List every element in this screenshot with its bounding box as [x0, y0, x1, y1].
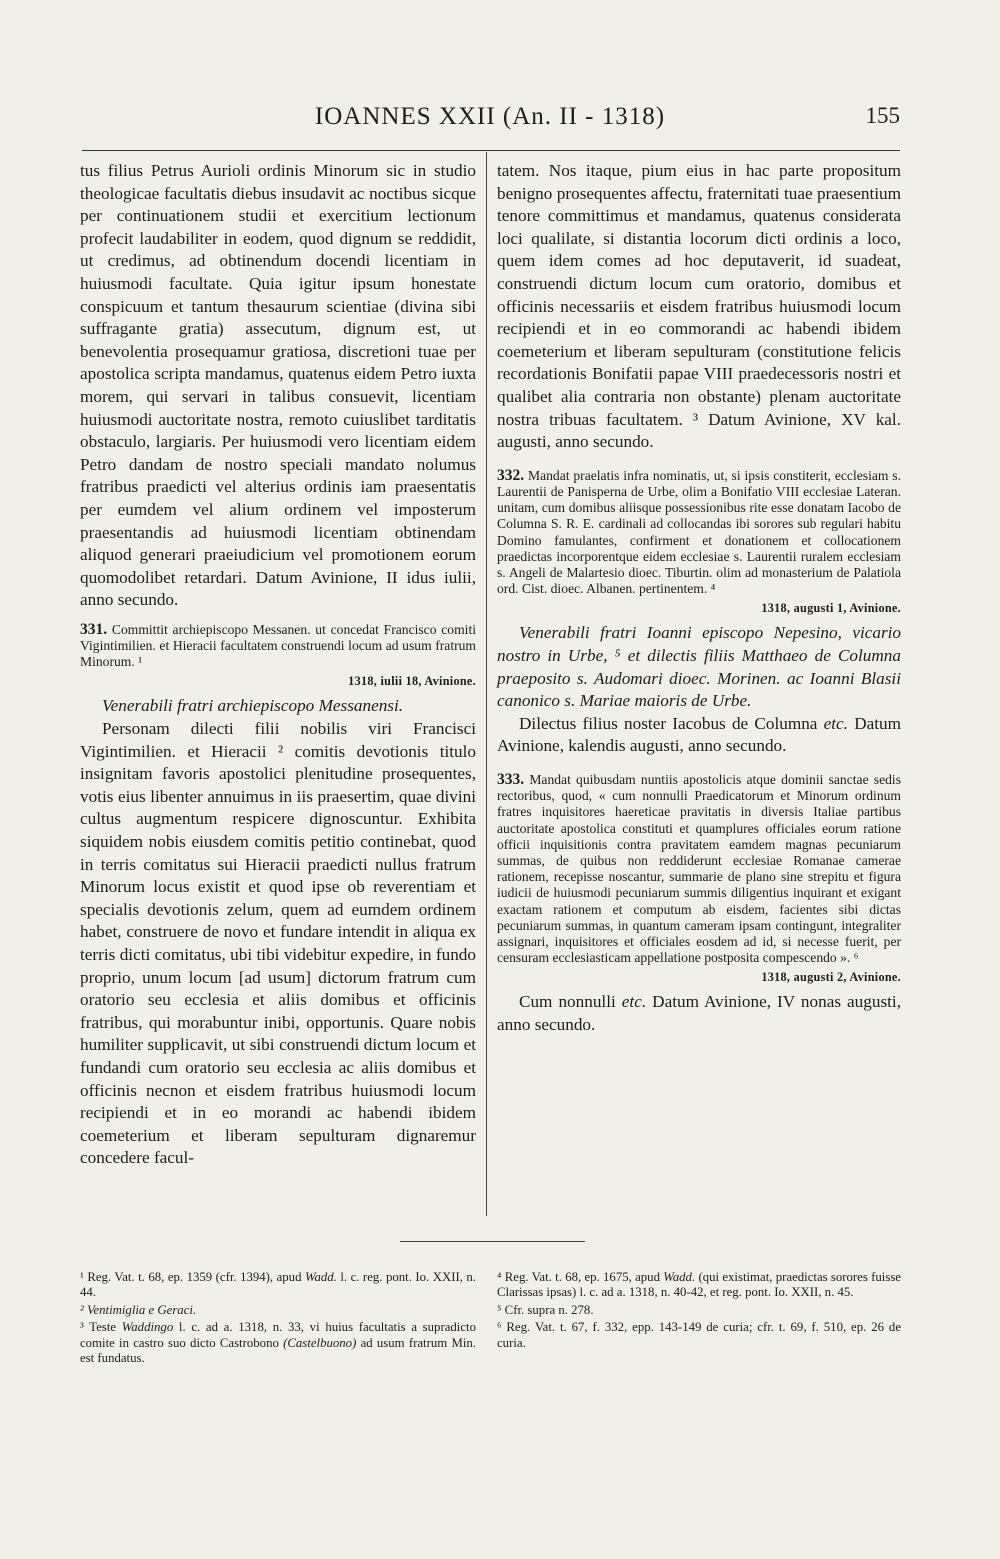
header-rule — [82, 150, 900, 151]
running-header — [80, 103, 900, 143]
footnote-6: ⁶ Reg. Vat. t. 67, f. 332, epp. 143-149 de curia; cfr. t. 69, f. 510, ep. 26 de curia. — [497, 1320, 901, 1350]
regest-text: Mandat quibusdam nuntiis apostolicis atque dominii sanctae sedis rectoribus, quod, « cum nonnulli Praedicatorum et Minorum ordinum fratres inquisitores haereticae pravitatis in diversis Italiae partibus auctoritate apostolica constituti et quamplures officiales eorum ratione officii inquisitionis contra pravitatem eamdem magnas pecuniarum summas, de quibus non reddiderunt ecclesiae Romanae camerae rationem, recepisse noscantur, summarie de plano sine strepitu et figura iudicii de huiusmodi pecuniarum summis diligentius inquirant et exigant exactam rationem et computum ab eisdem, facientes sibi dictas pecuniarum summas, in quantum cameram ipsam contingunt, integraliter assignari, inquisitores et officiales eosdem ad id, si necesse fuerit, per censuram ecclesiasticam appellatione postposita compescendo ». ⁶ — [497, 771, 901, 966]
footnote-5: ⁵ Cfr. supra n. 278. — [497, 1302, 594, 1317]
footnote-text: l. c. ad a. 1318, n. 33, vi huius facultatis a supradicto comite in castro suo dicto Castrobono — [80, 1320, 476, 1350]
entry-number: 331. — [80, 620, 108, 638]
footnote-place: (Castelbuono) — [283, 1335, 357, 1350]
etc-abbrev: etc. — [823, 713, 848, 733]
letter-address: Venerabili fratri archiepiscopo Messanensi. — [102, 696, 404, 716]
footnote-separator — [400, 1241, 585, 1242]
etc-abbrev: etc. — [621, 992, 647, 1012]
footnote-text: ³ Teste — [80, 1320, 122, 1335]
footnote-text: l. c. reg. pont. Io. XXII, n. 44. — [80, 1270, 476, 1300]
column-divider — [486, 152, 487, 1216]
footnote-4 — [497, 1270, 901, 1301]
entry-date: 1318, iulii 18, Avinione. — [348, 674, 476, 689]
page-number: 155 — [865, 103, 900, 128]
letter-text — [497, 713, 901, 758]
regest-text: Committit archiepiscopo Messanen. ut concedat Francisco comiti Vigintimilien. et Hieracii facultatem construendi locum ad usum fratrum Minorum. ¹ — [80, 621, 476, 670]
entry-date: 1318, augusti 2, Avinione. — [761, 970, 901, 985]
footnote-text: ⁴ Reg. Vat. t. 68, ep. 1675, apud — [497, 1270, 664, 1284]
left-column — [80, 160, 476, 1170]
regest-331 — [80, 622, 476, 671]
header-title: IOANNES XXII (An. II - 1318) — [314, 103, 666, 130]
letter-address: Venerabili fratri Ioanni episcopo Nepesino, vicario nostro in Urbe, ⁵ et dilectis filiis Matthaeo de Columna praeposito s. Audomari dioec. Morinen. ac Ioanni Blasii canonico s. Mariae maioris de Urbe. — [497, 623, 901, 711]
regest-text: Mandat praelatis infra nominatis, ut, si ipsis constiterit, ecclesiam s. Laurentii de Panisperna de Urbe, olim a Bonifatio VIII ecclesiae Lateran. unitam, cum domibus aliisque possessionibus rite esse donatam Iacobo de Columna S. R. E. cardinali ad collocandas ibi sorores sub regulari habitu Domino famulantes, confirment et donationem et collocationem praedictas incorporentque eidem ecclesiae s. Laurentii ruralem ecclesiam s. Angeli de Malartesio dioec. Tiburtin. olim ad monasterium de Palatiola ord. Cist. dioec. Albanen. pertinentem. ⁴ — [497, 467, 901, 597]
footnotes-left — [80, 1270, 476, 1368]
letter-text — [497, 991, 901, 1036]
footnote-2: ² Ventimiglia e Geraci. — [80, 1302, 197, 1317]
entry-number: 333. — [497, 770, 525, 788]
footnotes-right — [497, 1270, 901, 1353]
letter-text-part: Cum nonnulli — [519, 992, 622, 1012]
entry-number: 332. — [497, 466, 525, 484]
letter-text-part: Datum Avinione, kalendis augusti, anno secundo. — [497, 713, 902, 756]
footnote-text: (qui existimat, praedictas sorores fuisse Clarissas ipsas) l. c. ad a. 1318, n. 40-42, et reg. pont. Io. XXII, n. 45. — [497, 1270, 901, 1300]
footnote-3 — [80, 1320, 476, 1366]
letter-text-part: Datum Avinione, IV nonas augusti, anno secundo. — [497, 992, 901, 1034]
regest-333 — [497, 772, 901, 966]
continued-letter-text: tus filius Petrus Aurioli ordinis Minorum sic in studio theologicae facultatis diebus insudavit ac noctibus sicque per continuationem studii et exercitium lectionum profecit laudabiliter in eodem, quod dignum se reddidit, ut credimus, ad obtinendum docendi licentiam in huiusmodi facultate. Quia igitur ipsum honestate conspicuum et tantum thesaurum scientiae (divina sibi suffragante gratia) assecutum, dignum est, ut benevolentia prosequamur gratiosa, discretioni tuae per apostolica scripta mandamus, quatenus eidem Petro iuxta morem, qui servari in talibus consuevit, licentiam huiusmodi auctoritate nostra, remoto cuiuslibet tarditatis obstaculo, largiaris. Per huiusmodi vero licentiam eidem Petro dandam de nostro speciali mandato nolumus fratribus praedicti vel alterius ordinis iam praesentatis per eumdem vel alium ordinem vel imposterum praesentandis ad huiusmodi licentiam obtinendam aliquod generari praeiudicium vel promotionem eorum quomodolibet retardari. Datum Avinione, II idus iulii, anno secundo. — [80, 161, 476, 610]
letter-text: Personam dilecti filii nobilis viri Francisci Vigintimilien. et Hieracii ² comitis devotionis titulo insignitam favoris apostolici plenitudine prosequentes, votis eius libenter annuimus in iis praesertim, quae divini cultus augmentum respicere dignoscuntur. Exhibita siquidem nobis eiusdem comitis petitio continebat, quod in terris comitatus sui Hieracii praedicti nullus fratrum Minorum locus existit et quod ipse ob reverentiam et specialis devotionis zelum, quem ad eumdem ordinem habet, construere de novo et fundare intendit in aliqua ex terris dicti comitatus, ubi tibi videbitur expedire, in fundo proprio, unum locum [ad usum] dictorum fratrum cum oratorio seu ecclesia et aliis domibus et officinis fratribus, qui morabuntur inibi, opportunis. Quare nobis humiliter supplicavit, ut sibi construendi dictum locum et fundandi cum oratorio seu ecclesia ac aliis domibus et officinis necnon et eisdem fratribus huiusmodi locum recipiendi et in eo morandi ac habendi ibidem coemeterium et liberam sepulturam dignaremur concedere facul- — [80, 719, 476, 1168]
letter-text-part: Dilectus filius noster Iacobus de Columna — [519, 713, 824, 733]
regest-332 — [497, 468, 901, 598]
footnote-author: Waddingo — [121, 1320, 174, 1335]
footnote-author: Wadd. — [663, 1270, 696, 1284]
right-column — [497, 160, 901, 1037]
footnote-text: ad usum fratrum Min. est fundatus. — [80, 1335, 476, 1366]
continued-letter-text: tatem. Nos itaque, pium eius in hac parte propositum benigno prosequentes affectu, fraternitati tuae praesentium tenore committimus et mandamus, quatenus considerata loci qualilate, si distantia locorum dicti ordinis a loco, quem idem comes ad hoc deputaverit, id suadeat, construendi dictum locum cum oratorio, domibus et officinis necessariis et eisdem fratribus huiusmodi locum recipiendi et in eo commorandi ac habendi ibidem coemeterium et liberam sepulturam (constitutione felicis recordationis Bonifatii papae VIII praedecessoris nostri et qualibet alia contraria non obstante) plenam auctoritate nostra tribuas facultatem. ³ Datum Avinione, XV kal. augusti, anno secundo. — [497, 161, 901, 452]
entry-date: 1318, augusti 1, Avinione. — [761, 601, 901, 616]
footnote-1 — [80, 1270, 476, 1301]
footnote-author: Wadd. — [304, 1270, 337, 1284]
footnote-text: ¹ Reg. Vat. t. 68, ep. 1359 (cfr. 1394), apud — [80, 1270, 305, 1284]
